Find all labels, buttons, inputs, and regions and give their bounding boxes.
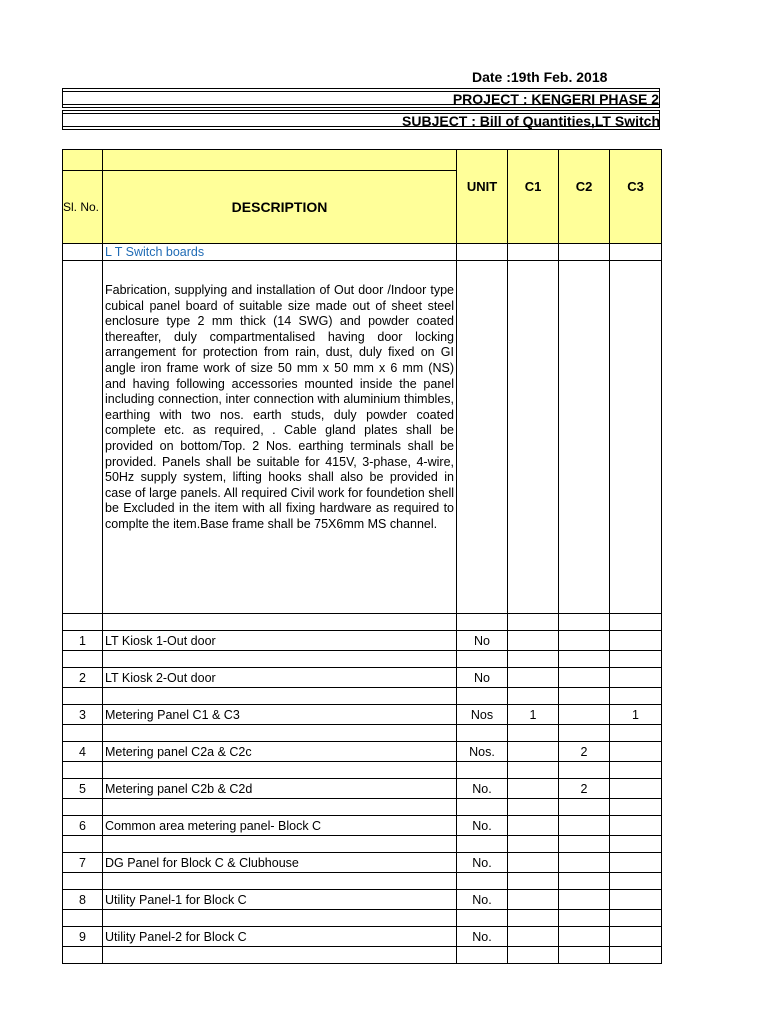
header-c1: C1 — [508, 150, 559, 244]
item-description: Metering panel C2a & C2c — [103, 742, 457, 762]
item-unit: Nos — [457, 705, 508, 725]
item-qty-c2 — [559, 668, 610, 688]
item-description: Common area metering panel- Block C — [103, 816, 457, 836]
item-qty-c2 — [559, 853, 610, 873]
item-unit: No. — [457, 779, 508, 799]
header-c3: C3 — [610, 150, 662, 244]
table-header-top-row — [63, 150, 662, 171]
subject-title: SUBJECT : Bill of Quantities,LT Switch — [402, 113, 660, 129]
spacer-row — [63, 836, 662, 853]
item-sl-no: 1 — [63, 631, 103, 651]
item-sl-no: 3 — [63, 705, 103, 725]
boq-table — [62, 149, 662, 964]
document-date: Date :19th Feb. 2018 — [472, 69, 608, 85]
item-qty-c3 — [610, 816, 662, 836]
project-header — [62, 88, 660, 108]
header-unit: UNIT — [457, 150, 508, 244]
item-qty-c2: 2 — [559, 742, 610, 762]
item-qty-c2: 2 — [559, 779, 610, 799]
item-qty-c2 — [559, 890, 610, 910]
item-qty-c1 — [508, 927, 559, 947]
section-title-row — [63, 244, 662, 261]
item-qty-c1: 1 — [508, 705, 559, 725]
item-sl-no: 5 — [63, 779, 103, 799]
table-row — [63, 779, 662, 799]
item-description: DG Panel for Block C & Clubhouse — [103, 853, 457, 873]
table-row — [63, 927, 662, 947]
header-c2: C2 — [559, 150, 610, 244]
item-sl-no: 4 — [63, 742, 103, 762]
item-description: LT Kiosk 1-Out door — [103, 631, 457, 651]
item-unit: No. — [457, 816, 508, 836]
header-sl-no: Sl. No. — [63, 171, 103, 244]
item-qty-c3 — [610, 779, 662, 799]
item-qty-c2 — [559, 816, 610, 836]
item-unit: Nos. — [457, 742, 508, 762]
item-qty-c3: 1 — [610, 705, 662, 725]
item-qty-c3 — [610, 668, 662, 688]
table-row — [63, 631, 662, 651]
item-qty-c1 — [508, 779, 559, 799]
item-qty-c3 — [610, 631, 662, 651]
table-row — [63, 742, 662, 762]
item-qty-c1 — [508, 742, 559, 762]
item-description: LT Kiosk 2-Out door — [103, 668, 457, 688]
spacer-row — [63, 873, 662, 890]
item-qty-c3 — [610, 742, 662, 762]
item-sl-no: 6 — [63, 816, 103, 836]
spacer-row — [63, 688, 662, 705]
item-unit: No — [457, 668, 508, 688]
item-qty-c3 — [610, 890, 662, 910]
item-unit: No. — [457, 927, 508, 947]
item-qty-c1 — [508, 668, 559, 688]
item-description: Metering Panel C1 & C3 — [103, 705, 457, 725]
item-unit: No. — [457, 853, 508, 873]
item-unit: No. — [457, 890, 508, 910]
section-description-row — [63, 261, 662, 614]
table-row — [63, 890, 662, 910]
item-qty-c2 — [559, 705, 610, 725]
spacer-row — [63, 614, 662, 631]
spacer-row — [63, 651, 662, 668]
item-sl-no: 9 — [63, 927, 103, 947]
spacer-row — [63, 762, 662, 779]
table-row — [63, 668, 662, 688]
item-qty-c3 — [610, 853, 662, 873]
item-qty-c1 — [508, 890, 559, 910]
item-qty-c3 — [610, 927, 662, 947]
item-description: Metering panel C2b & C2d — [103, 779, 457, 799]
item-qty-c1 — [508, 631, 559, 651]
spacer-row — [63, 725, 662, 742]
table-row — [63, 705, 662, 725]
subject-header — [62, 110, 660, 130]
spacer-row — [63, 799, 662, 816]
item-description: Utility Panel-1 for Block C — [103, 890, 457, 910]
item-description: Utility Panel-2 for Block C — [103, 927, 457, 947]
header-description: DESCRIPTION — [103, 171, 457, 244]
item-qty-c2 — [559, 631, 610, 651]
table-row — [63, 816, 662, 836]
item-qty-c1 — [508, 816, 559, 836]
spacer-row — [63, 910, 662, 927]
item-qty-c1 — [508, 853, 559, 873]
section-title: L T Switch boards — [103, 244, 457, 261]
item-sl-no: 2 — [63, 668, 103, 688]
item-qty-c2 — [559, 927, 610, 947]
table-row — [63, 853, 662, 873]
item-sl-no: 8 — [63, 890, 103, 910]
item-unit: No — [457, 631, 508, 651]
project-title: PROJECT : KENGERI PHASE 2 — [452, 91, 659, 107]
spacer-row — [63, 947, 662, 964]
item-sl-no: 7 — [63, 853, 103, 873]
section-description: Fabrication, supplying and installation of Out door /Indoor type cubical panel board of suitable size made out of sheet steel enclosure type 2 mm thick (14 SWG) and powder coated thereafter, duly compartmentalised having door locking arrangement for protection from rain, dust, duly fixed on GI angle iron frame work of size 50 mm x 50 mm x 6 mm (NS) and having following accessories mounted inside the panel including connection, inter connection with aluminium thimbles, earthing with two nos. earth studs, duly powder coated complete etc. as required, . Cable gland plates shall be provided on bottom/Top. 2 Nos. earthing terminals shall be provided. Panels shall be suitable for 415V, 3-phase, 4-wire, 50Hz supply system, lifting hooks shall also be provided in case of large panels. All required Civil work for foundetion shell be Excluded in the item with all fixing hardware as required to complte the item.Base frame shall be 75X6mm MS channel. — [103, 261, 457, 614]
